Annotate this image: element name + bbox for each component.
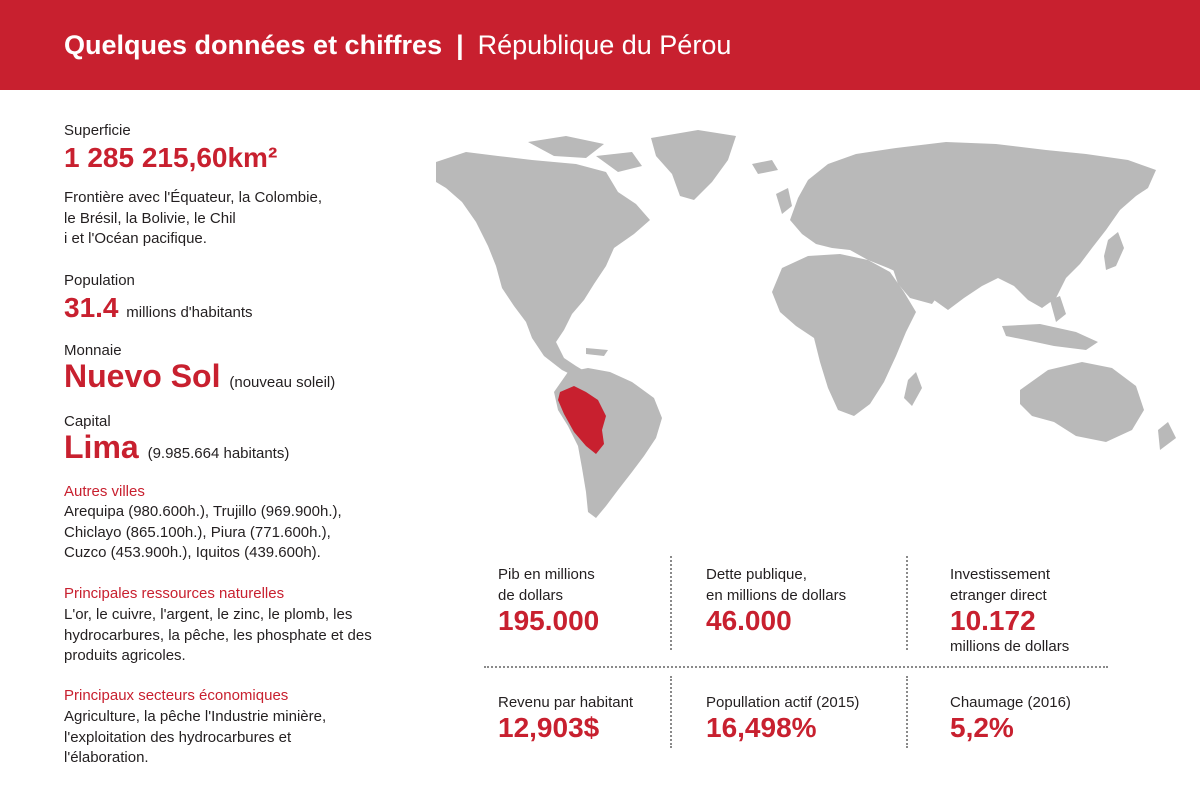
secteurs-label: Principaux secteurs économiques: [64, 687, 289, 704]
stat-population-active: [706, 692, 859, 743]
autres-villes-text: [64, 502, 404, 564]
stat-label: de dollars: [498, 587, 564, 604]
secteurs-line: l'élaboration.: [64, 749, 149, 766]
stat-label: Investissement: [950, 566, 1051, 583]
monnaie-value: Nuevo Sol: [64, 358, 221, 394]
capital-suffix: (9.985.664 habitants): [147, 445, 290, 462]
stat-label: en millions de dollars: [706, 587, 847, 604]
stat-value: 5,2%: [950, 712, 1014, 743]
divider-horizontal: [484, 666, 1108, 668]
stat-revenu: [498, 692, 633, 743]
superficie-label: Superficie: [64, 122, 131, 139]
borders-line: le Brésil, la Bolivie, le Chil: [64, 209, 236, 227]
stat-pib: [498, 564, 599, 636]
capital-label: Capital: [64, 413, 111, 430]
stat-value: 46.000: [706, 605, 792, 636]
indonesia-shape: [1002, 324, 1098, 350]
divider-vertical: [670, 556, 672, 650]
greenland-shape: [651, 130, 736, 200]
stat-value: 12,903$: [498, 712, 600, 743]
stats-grid: [484, 552, 1108, 792]
stat-dette: [706, 564, 846, 636]
ressources-line: produits agricoles.: [64, 647, 186, 664]
header-banner: [0, 0, 1200, 90]
ressources-line: L'or, le cuivre, l'argent, le zinc, le plomb, les: [64, 606, 353, 623]
capital-value: Lima: [64, 429, 139, 465]
borders-line: i et l'Océan pacifique.: [64, 230, 207, 247]
autres-villes-line: Cuzco (453.900h.), Iquitos (439.600h).: [64, 544, 321, 561]
stat-value: 10.172: [950, 605, 1036, 636]
world-landmass: [436, 130, 1176, 518]
divider-vertical: [906, 556, 908, 650]
stat-label: Dette publique,: [706, 566, 807, 583]
stat-value: 16,498%: [706, 712, 817, 743]
stat-label: Popullation actif (2015): [706, 694, 860, 711]
autres-villes-line: Arequipa (980.600h.), Trujillo (969.900h.),: [64, 503, 342, 520]
page-subtitle: République du Pérou: [477, 29, 732, 60]
stat-label: Revenu par habitant: [498, 694, 634, 711]
stat-chaumage: [950, 692, 1071, 743]
stat-label: Chaumage (2016): [950, 694, 1071, 711]
africa-shape: [772, 254, 916, 416]
divider-vertical: [906, 676, 908, 748]
world-map: [436, 100, 1186, 520]
borders-text: [64, 188, 404, 250]
ressources-text: [64, 605, 404, 667]
secteurs-line: l'exploitation des hydrocarbures et: [64, 728, 292, 746]
australia-shape: [1020, 362, 1144, 442]
stat-value: 195.000: [498, 605, 600, 636]
population-row: [64, 292, 253, 324]
superficie-value: 1 285 215,60km²: [64, 142, 278, 173]
monnaie-label: Monnaie: [64, 342, 122, 359]
ressources-label: Principales ressources naturelles: [64, 585, 285, 602]
monnaie-row: [64, 358, 335, 395]
autres-villes-label: Autres villes: [64, 483, 145, 500]
autres-villes-line: Chiclayo (865.100h.), Piura (771.600h.),: [64, 523, 331, 541]
stat-investissement: [950, 564, 1069, 657]
population-value: 31.4: [64, 292, 119, 323]
title-separator: |: [456, 29, 464, 60]
population-label: Population: [64, 272, 135, 289]
capital-row: [64, 429, 289, 466]
japan-shape: [1104, 232, 1124, 270]
divider-vertical: [670, 676, 672, 748]
secteurs-text: [64, 707, 404, 769]
stat-label: etranger direct: [950, 587, 1047, 604]
page-title: Quelques données et chiffres: [64, 29, 443, 60]
population-suffix: millions d'habitants: [126, 304, 253, 321]
borders-line: Frontière avec l'Équateur, la Colombie,: [64, 189, 322, 206]
ressources-line: hydrocarbures, la pêche, les phosphate et des: [64, 626, 372, 644]
north-america-shape: [436, 152, 650, 378]
monnaie-suffix: (nouveau soleil): [229, 374, 336, 391]
stat-label: Pib en millions: [498, 566, 595, 583]
stat-unit: millions de dollars: [950, 638, 1070, 655]
secteurs-line: Agriculture, la pêche l'Industrie minière,: [64, 708, 327, 725]
arctic-islands-shape: [528, 136, 604, 158]
